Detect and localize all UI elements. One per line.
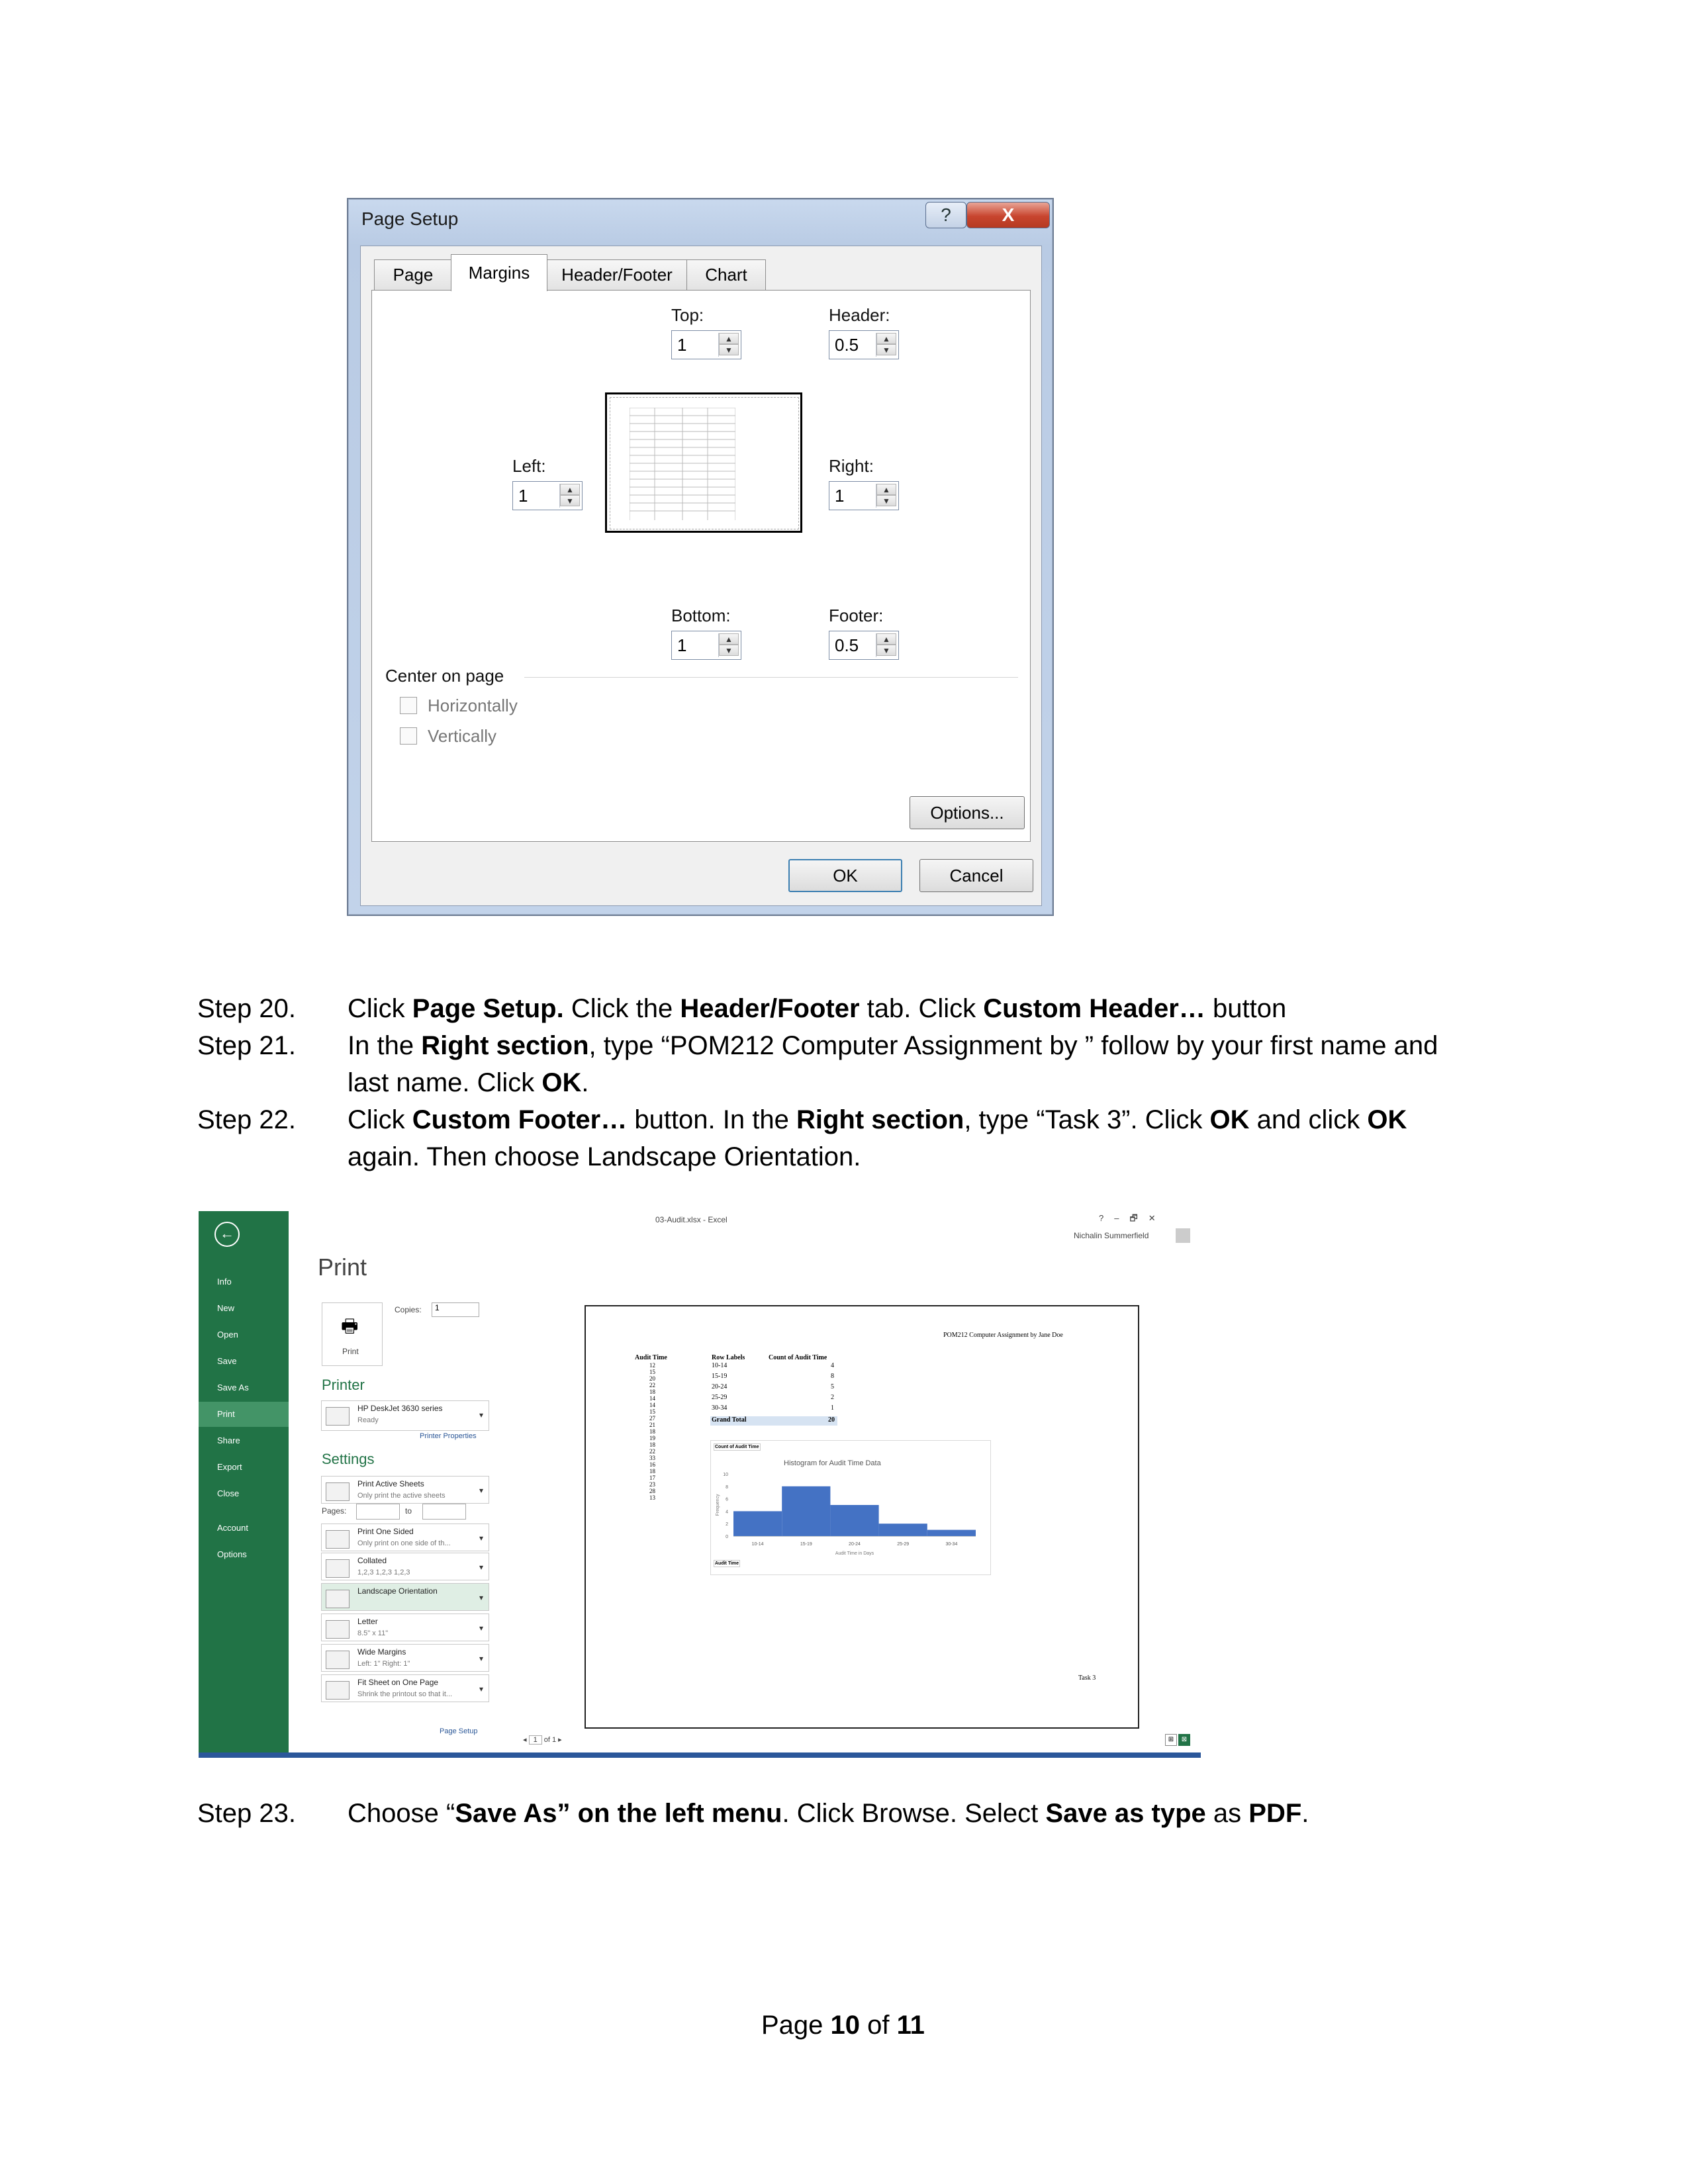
- chevron-down-icon: ▾: [479, 1486, 483, 1495]
- dialog-body: [360, 246, 1042, 906]
- histogram-bar: [733, 1511, 782, 1536]
- page-footer: Page 10 of 11: [761, 2011, 925, 2040]
- user-avatar-icon[interactable]: [1176, 1228, 1190, 1243]
- right-spinner[interactable]: 1 ▲ ▼: [829, 481, 899, 510]
- help-button[interactable]: ?: [925, 202, 966, 228]
- setting-fit-sheet-on-one-page[interactable]: Fit Sheet on One Page Shrink the printout so that it... ▾: [321, 1674, 489, 1702]
- backstage-item-share[interactable]: Share: [217, 1435, 240, 1445]
- preview-grid-icon: [630, 408, 735, 520]
- vertically-label: Vertically: [428, 726, 497, 746]
- back-arrow-icon[interactable]: ←: [214, 1222, 240, 1247]
- audit-value: 18: [649, 1441, 655, 1448]
- chart-title: Histogram for Audit Time Data: [784, 1459, 881, 1467]
- cancel-button[interactable]: Cancel: [919, 859, 1033, 892]
- backstage-item-save-as[interactable]: Save As: [217, 1383, 249, 1392]
- audit-value: 15: [649, 1408, 655, 1415]
- backstage-sidebar: [199, 1211, 289, 1758]
- pivot-row-count: 4: [831, 1362, 834, 1369]
- chevron-down-icon: ▾: [479, 1623, 483, 1633]
- printer-select[interactable]: HP DeskJet 3630 series Ready ▾: [321, 1400, 489, 1431]
- setting-landscape-orientation[interactable]: Landscape Orientation ▾: [321, 1583, 489, 1611]
- y-tick-label: 10: [723, 1473, 728, 1477]
- y-tick-label: 0: [726, 1535, 728, 1539]
- page-setup-dialog: [347, 198, 1054, 916]
- pivot-row-count: 8: [831, 1373, 834, 1380]
- audit-value: 18: [649, 1468, 655, 1475]
- setting-icon: [326, 1482, 350, 1501]
- audit-value: 16: [649, 1461, 655, 1468]
- setting-wide-margins[interactable]: Wide Margins Left: 1" Right: 1" ▾: [321, 1644, 489, 1672]
- backstage-item-info[interactable]: Info: [217, 1277, 232, 1287]
- dialog-title: Page Setup: [361, 208, 459, 229]
- printer-properties-link[interactable]: Printer Properties: [420, 1432, 477, 1440]
- settings-heading: Settings: [322, 1451, 375, 1467]
- copies-input[interactable]: 1: [432, 1302, 479, 1317]
- copies-label: Copies:: [395, 1305, 422, 1314]
- page-navigator[interactable]: ◂ 1 of 1 ▸: [523, 1736, 562, 1744]
- backstage-item-new[interactable]: New: [217, 1303, 235, 1313]
- pages-label: Pages:: [322, 1506, 347, 1516]
- step-20-number: Step 20.: [197, 994, 297, 1023]
- pages-to-label: to: [405, 1506, 412, 1516]
- pivot-total-row: Grand Total 20: [710, 1416, 837, 1426]
- pivot-row-count: 1: [831, 1404, 834, 1412]
- horizontally-checkbox[interactable]: [400, 697, 417, 714]
- setting-print-one-sided[interactable]: Print One Sided Only print on one side of th... ▾: [321, 1524, 489, 1551]
- top-spinner[interactable]: 1 ▲ ▼: [671, 330, 741, 359]
- preview-header-text: POM212 Computer Assignment by Jane Doe: [943, 1332, 1063, 1339]
- step-21-text: In the Right section, type “POM212 Computer Assignment by ” follow by your first name and last name. Click OK.: [348, 1031, 1438, 1097]
- pages-to-input[interactable]: [422, 1504, 466, 1520]
- pages-from-input[interactable]: [356, 1504, 400, 1520]
- audit-value: 27: [649, 1415, 655, 1422]
- backstage-item-options[interactable]: Options: [217, 1549, 247, 1559]
- setting-icon: [326, 1620, 350, 1639]
- pivot-row-label: 30-34: [712, 1404, 727, 1412]
- pivot-row-count: 2: [831, 1394, 834, 1401]
- audit-value: 12: [649, 1362, 655, 1369]
- horizontally-label: Horizontally: [428, 696, 518, 715]
- histogram-bar: [879, 1524, 927, 1536]
- step-23-text: Choose “Save As” on the left menu. Click Browse. Select Save as type as PDF.: [348, 1799, 1309, 1828]
- chevron-down-icon: ▾: [479, 1533, 483, 1543]
- setting-letter[interactable]: Letter 8.5" x 11" ▾: [321, 1614, 489, 1641]
- setting-icon: [326, 1651, 350, 1669]
- step-23-number: Step 23.: [197, 1799, 297, 1828]
- audit-value: 17: [649, 1475, 655, 1481]
- top-label: Top:: [671, 305, 704, 325]
- right-label: Right:: [829, 456, 874, 476]
- print-preview-page: [585, 1305, 1139, 1729]
- histogram-bar: [927, 1530, 976, 1536]
- setting-icon: [326, 1681, 350, 1700]
- preview-footer-text: Task 3: [1078, 1674, 1096, 1682]
- zoom-to-page-icon[interactable]: ⊠: [1178, 1734, 1190, 1746]
- footer-label: Footer:: [829, 606, 884, 625]
- print-button[interactable]: 🖶 Print: [322, 1302, 383, 1366]
- histogram-chart: [710, 1440, 991, 1575]
- step-22-text: Click Custom Footer… button. In the Right section, type “Task 3”. Click OK and click OK again. Then choose Landscape Orientation.: [348, 1105, 1407, 1171]
- audit-value: 19: [649, 1435, 655, 1441]
- backstage-item-print[interactable]: Print: [199, 1402, 289, 1427]
- histogram-plot: [711, 1467, 990, 1567]
- margin-preview: [605, 392, 802, 533]
- x-tick-label: 30-34: [945, 1542, 958, 1547]
- chart-field-button[interactable]: Count of Audit Time: [715, 1445, 759, 1449]
- margins-panel: [371, 290, 1031, 842]
- left-label: Left:: [512, 456, 546, 476]
- y-axis-title: Frequency: [716, 1494, 720, 1516]
- pivot-row-label: 15-19: [712, 1373, 727, 1380]
- tab-chart[interactable]: Chart: [686, 259, 766, 290]
- chevron-down-icon: ▾: [479, 1593, 483, 1602]
- y-tick-label: 4: [726, 1510, 728, 1515]
- histogram-bar: [830, 1505, 878, 1536]
- footer-spinner[interactable]: 0.5 ▲ ▼: [829, 631, 899, 660]
- audit-value: 22: [649, 1448, 655, 1455]
- pivot-header-count: Count of Audit Time: [769, 1354, 827, 1361]
- audit-value: 21: [649, 1422, 655, 1428]
- pivot-row-label: 25-29: [712, 1394, 727, 1401]
- backstage-item-save[interactable]: Save: [217, 1356, 237, 1366]
- print-heading: Print: [318, 1253, 367, 1281]
- tab-page[interactable]: Page: [374, 259, 452, 290]
- printer-icon: 🖶: [341, 1316, 359, 1336]
- user-name[interactable]: Nichalin Summerfield: [1074, 1231, 1149, 1240]
- audit-value: 28: [649, 1488, 655, 1494]
- step-22-number: Step 22.: [197, 1105, 297, 1134]
- setting-collated[interactable]: Collated 1,2,3 1,2,3 1,2,3 ▾: [321, 1553, 489, 1580]
- bottom-spinner[interactable]: 1 ▲ ▼: [671, 631, 741, 660]
- pivot-row-label: 10-14: [712, 1362, 727, 1369]
- chevron-down-icon: ▾: [479, 1654, 483, 1663]
- pivot-row-count: 5: [831, 1383, 834, 1390]
- y-tick-label: 6: [726, 1497, 728, 1502]
- audit-value: 23: [649, 1481, 655, 1488]
- y-tick-label: 2: [726, 1522, 728, 1527]
- audit-time-header: Audit Time: [635, 1354, 667, 1361]
- excel-print-screenshot: [199, 1211, 1201, 1758]
- step-20-text: Click Page Setup. Click the Header/Footer tab. Click Custom Header… button: [348, 994, 1287, 1023]
- audit-value: 18: [649, 1388, 655, 1395]
- tab-margins[interactable]: Margins: [451, 254, 547, 291]
- left-spinner[interactable]: 1 ▲ ▼: [512, 481, 583, 510]
- chevron-down-icon: ▾: [479, 1563, 483, 1572]
- backstage-item-account[interactable]: Account: [217, 1523, 248, 1533]
- chevron-down-icon: ▾: [479, 1684, 483, 1694]
- audit-value: 15: [649, 1369, 655, 1375]
- audit-value: 14: [649, 1395, 655, 1402]
- setting-print-active-sheets[interactable]: Print Active Sheets Only print the active sheets ▾: [321, 1476, 489, 1504]
- audit-value: 22: [649, 1382, 655, 1388]
- audit-value: 20: [649, 1375, 655, 1382]
- audit-value: 13: [649, 1494, 655, 1501]
- backstage-item-open[interactable]: Open: [217, 1330, 238, 1340]
- y-tick-label: 8: [726, 1484, 728, 1490]
- header-label: Header:: [829, 305, 890, 325]
- setting-icon: [326, 1590, 350, 1608]
- taskbar: [199, 1752, 1201, 1758]
- header-spinner[interactable]: 0.5 ▲ ▼: [829, 330, 899, 359]
- x-axis-title: Audit Time in Days: [835, 1551, 874, 1556]
- x-tick-label: 20-24: [849, 1542, 861, 1547]
- pivot-row-label: 20-24: [712, 1383, 727, 1390]
- audit-value: 18: [649, 1428, 655, 1435]
- close-button[interactable]: X: [966, 202, 1050, 228]
- audit-value: 14: [649, 1402, 655, 1408]
- printer-heading: Printer: [322, 1377, 365, 1393]
- vertically-checkbox[interactable]: [400, 727, 417, 745]
- tab-header-footer[interactable]: Header/Footer: [546, 259, 688, 290]
- x-tick-label: 15-19: [800, 1542, 812, 1547]
- window-title: 03-Audit.xlsx - Excel: [655, 1215, 727, 1224]
- options-button[interactable]: Options...: [910, 796, 1025, 829]
- x-tick-label: 10-14: [751, 1542, 764, 1547]
- backstage-item-close[interactable]: Close: [217, 1488, 240, 1498]
- center-on-page-label: Center on page: [385, 666, 504, 686]
- step-21-number: Step 21.: [197, 1031, 297, 1060]
- setting-icon: [326, 1530, 350, 1549]
- bottom-label: Bottom:: [671, 606, 731, 625]
- audit-value: 33: [649, 1455, 655, 1461]
- show-margins-icon[interactable]: ⊞: [1165, 1734, 1177, 1746]
- histogram-bar: [782, 1486, 830, 1536]
- backstage-item-export[interactable]: Export: [217, 1462, 242, 1472]
- pivot-header-row-labels: Row Labels: [712, 1354, 745, 1361]
- setting-icon: [326, 1559, 350, 1578]
- x-tick-label: 25-29: [897, 1542, 910, 1547]
- ok-button[interactable]: OK: [788, 859, 902, 892]
- group-divider: [524, 677, 1018, 678]
- axis-field-button[interactable]: Audit Time: [715, 1561, 739, 1566]
- page-setup-link[interactable]: Page Setup: [440, 1727, 478, 1735]
- printer-device-icon: [326, 1407, 350, 1426]
- window-controls[interactable]: ?–🗗✕: [1099, 1213, 1166, 1223]
